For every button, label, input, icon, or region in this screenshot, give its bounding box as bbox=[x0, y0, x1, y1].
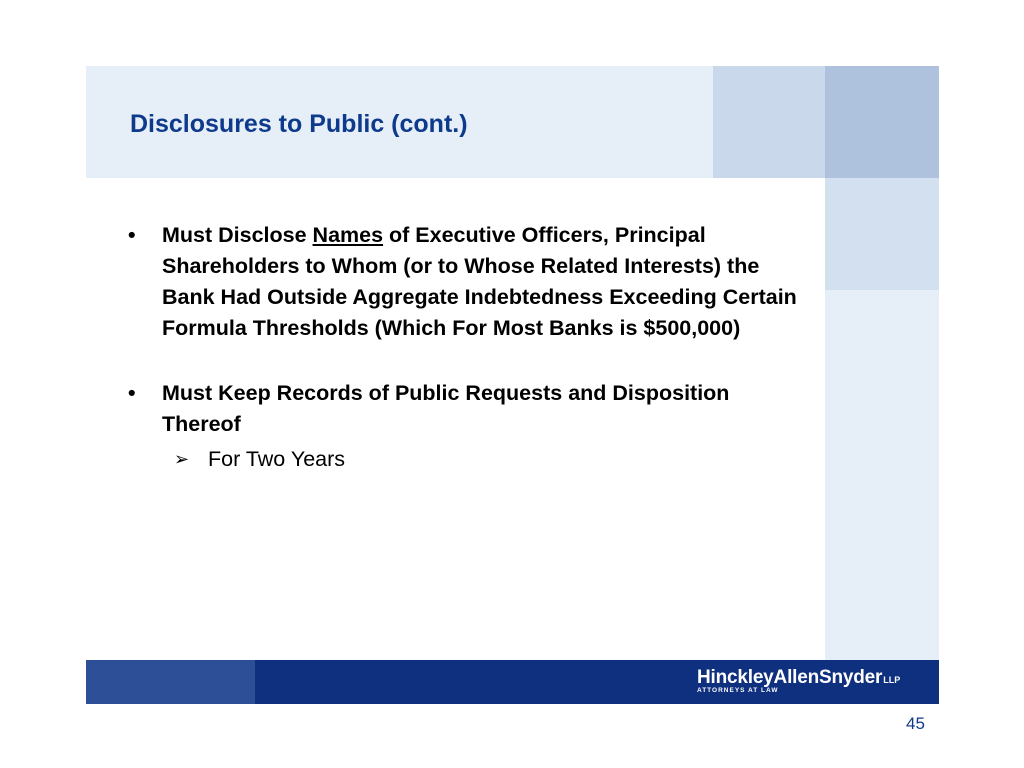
bullet-text: Must Keep Records of Public Requests and Disposition Thereof bbox=[162, 381, 730, 436]
page-number: 45 bbox=[906, 714, 925, 733]
slide-content bbox=[128, 220, 808, 475]
bullet-item bbox=[128, 378, 808, 440]
slide-title: Disclosures to Public (cont.) bbox=[130, 110, 468, 138]
sub-bullet-text: For Two Years bbox=[208, 447, 346, 471]
bullet-marker: • bbox=[128, 223, 136, 247]
bullet-text-emphasis: Names bbox=[312, 223, 384, 247]
header-accent-block-dark bbox=[825, 66, 939, 178]
logo-tagline: ATTORNEYS AT LAW bbox=[697, 687, 779, 694]
bullet-text-rest: of Executive Officers, Principal Shareholders to Whom (or to Whose Related Interests) the Bank Had Outside Aggregate Indebtedness Exceeding Certain Formula Thresholds (Which For Most Banks is $500,000) bbox=[162, 223, 797, 340]
header-accent-block bbox=[713, 66, 825, 178]
side-column bbox=[825, 290, 939, 660]
bullet-marker: • bbox=[128, 381, 136, 405]
sub-bullet-item bbox=[128, 444, 808, 475]
bullet-item bbox=[128, 220, 808, 344]
footer-accent-block bbox=[86, 660, 255, 704]
bullet-text-lead: Must Disclose bbox=[162, 223, 313, 247]
firm-logo bbox=[697, 667, 900, 694]
side-accent-block bbox=[825, 178, 939, 290]
logo-suffix: LLP bbox=[883, 675, 901, 685]
logo-name: HinckleyAllenSnyder bbox=[697, 667, 883, 688]
arrow-bullet-icon: ➢ bbox=[174, 449, 190, 469]
